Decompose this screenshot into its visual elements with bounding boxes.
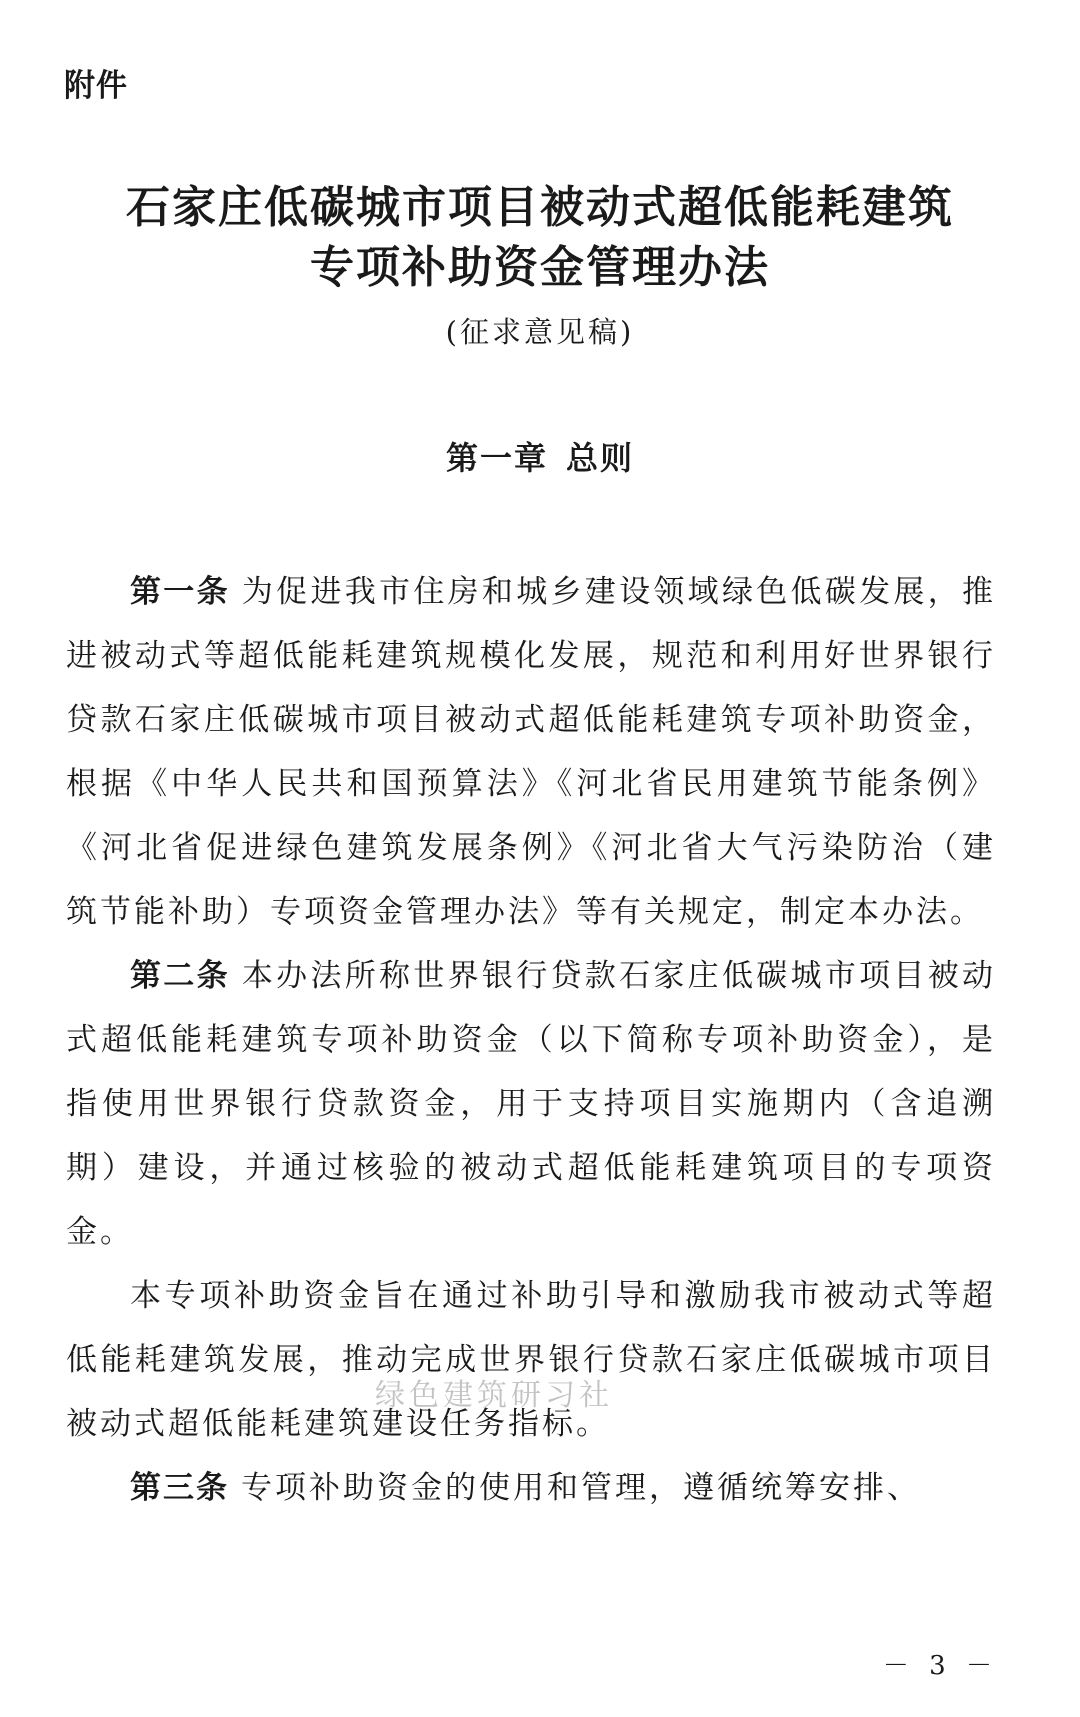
chapter-name: 总则	[566, 439, 635, 477]
article-3-label: 第三条	[130, 1470, 229, 1506]
article-3-paragraph	[66, 1456, 996, 1520]
article-1-text: 为促进我市住房和城乡建设领域绿色低碳发展，推进被动式等超低能耗建筑规模化发展，规范和利用好世界银行贷款石家庄低碳城市项目被动式超低能耗建筑专项补助资金，根据《中华人民共和国预算法》《河北省民用建筑节能条例》《河北省促进绿色建筑发展条例》《河北省大气污染防治（建筑节能补助）专项资金管理办法》等有关规定，制定本办法。	[66, 574, 996, 930]
article-2-paragraph	[66, 944, 996, 1264]
document-title-line-1: 石家庄低碳城市项目被动式超低能耗建筑	[126, 182, 954, 233]
article-3-text: 专项补助资金的使用和管理，遵循统筹安排、	[241, 1470, 921, 1506]
body-text	[66, 560, 996, 1520]
page-number: － 3 －	[882, 1651, 998, 1681]
article-2-continuation-text: 本专项补助资金旨在通过补助引导和激励我市被动式等超低能耗建筑发展，推动完成世界银行贷款石家庄低碳城市项目被动式超低能耗建筑建设任务指标。	[66, 1278, 996, 1442]
article-2-label: 第二条	[130, 958, 230, 994]
document-subtitle: (征求意见稿)	[445, 315, 635, 349]
article-1-paragraph	[66, 560, 996, 944]
article-1-label: 第一条	[130, 574, 230, 610]
chapter-heading	[0, 433, 1080, 479]
document-title-line-2: 专项补助资金管理办法	[310, 242, 770, 293]
chapter-number: 第一章	[445, 439, 548, 477]
article-2-text: 本办法所称世界银行贷款石家庄低碳城市项目被动式超低能耗建筑专项补助资金（以下简称专项补助资金），是指使用世界银行贷款资金，用于支持项目实施期内（含追溯期）建设，并通过核验的被动式超低能耗建筑项目的专项资金。	[66, 958, 996, 1250]
article-2-continuation-paragraph	[66, 1264, 996, 1456]
watermark: 绿色建筑研习社	[375, 1378, 613, 1413]
attachment-label: 附件	[64, 68, 128, 104]
